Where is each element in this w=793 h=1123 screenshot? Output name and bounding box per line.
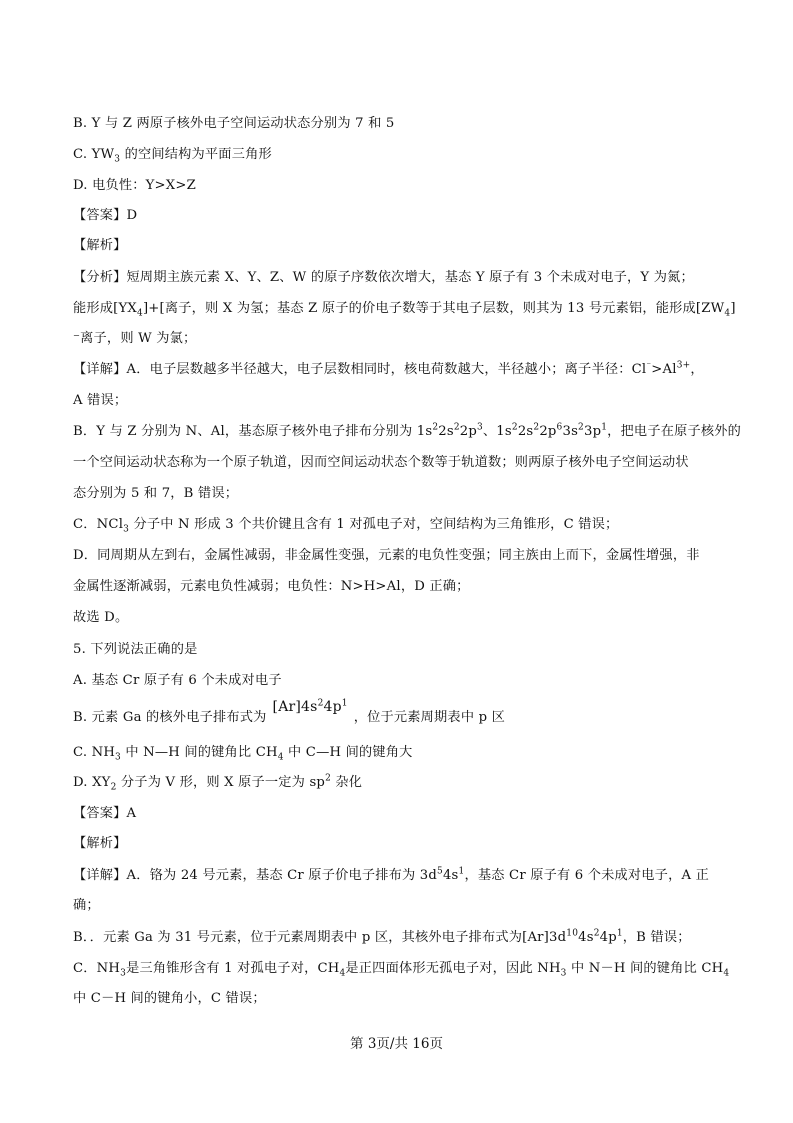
detail-b-line-2: 一个空间运动状态称为一个原子轨道，因而空间运动状态个数等于轨道数；则两原子核外电子空间运动状	[73, 455, 689, 470]
detail-d-line-1: D．同周期从左到右，金属性减弱，非金属性变强，元素的电负性变强；同主族由上而下，金属性增强，非	[73, 548, 700, 563]
q5-detail-a-line-1: 【详解】A．铬为 24 号元素，基态 Cr 原子价电子排布为 $3d^54s^1$，基态 Cr 原子有 6 个未成对电子，A 正	[73, 866, 709, 883]
detail-d-line-2: 金属性逐渐减弱，元素电负性减弱；电负性：N>H>Al，D 正确；	[73, 579, 470, 594]
q5-detail-b-line: B．．元素 Ga 为 31 号元素，位于元素周期表中 p 区，其核外电子排布式为$[Ar]3d^{10}4s^24p^1$，B 错误；	[73, 928, 691, 945]
q5-option-d: D. $XY_2$ 分子为 V 形，则 X 原子一定为 $sp^2$ 杂化	[73, 773, 363, 793]
q5-detail-a-line-2: 确；	[73, 898, 100, 913]
detail-c-line: C．NCl$_3$ 分子中 N 形成 3 个共价键且含有 1 对孤电子对，空间结构为三角锥形，C 错误；	[73, 517, 619, 535]
q5-option-a: A. 基态 Cr 原子有 6 个未成对电子	[73, 673, 282, 688]
q5-option-b: B. 元素 Ga 的核外电子排布式为$[Ar]4s^24p^1$，位于元素周期表中 p 区	[73, 698, 506, 725]
option-c-line: C. $YW_3$ 的空间结构为平面三角形	[73, 147, 272, 165]
option-d-line: D. 电负性：Y>X>Z	[73, 178, 196, 193]
detail-a-line: 【详解】A．电子层数越多半径越大，电子层数相同时，核电荷数越大，半径越小；离子半径：$Cl^{^-}>Al^{3+}$，	[73, 360, 704, 377]
detail-b-line-1: B．Y 与 Z 分别为 N、Al，基态原子核外电子排布分别为 $1s^22s^22p^3$、$1s^22s^22p^63s^23p^1$，把电子在原子核外的	[73, 422, 742, 439]
detail-b-line-3: 态分别为 5 和 7，B 错误；	[73, 486, 239, 501]
q5-detail-c-line-2: 中 C－H 间的键角小，C 错误；	[73, 991, 266, 1006]
analysis-line-3: ⁻离子，则 W 为氯；	[73, 331, 197, 346]
q5-detail-c-line-1: C．$NH_3$是三角锥形含有 1 对孤电子对，$CH_4$是正四面体形无孤电子对，因此 $NH_3$ 中 N－H 间的键角比 $CH_4$	[73, 961, 730, 979]
q5-answer-label: 【答案】A	[73, 806, 137, 821]
conclusion-line: 故选 D。	[73, 610, 129, 625]
analysis-line-1: 【分析】短周期主族元素 X、Y、Z、W 的原子序数依次增大，基态 Y 原子有 3 个未成对电子，Y 为氮；	[73, 270, 694, 285]
q5-option-c: C. $NH_3$ 中 N—H 间的键角比 $CH_4$ 中 C—H 间的键角大	[73, 745, 413, 763]
question-5-title: 5. 下列说法正确的是	[73, 642, 198, 657]
detail-a-line-2: A 错误；	[73, 393, 128, 408]
analysis-line-2: 能形成$[YX_4]+$[离子，则 X 为氢；基态 Z 原子的价电子数等于其电子层数，则其为 13 号元素铝，能形成$[ZW_4]$	[73, 301, 736, 319]
q5-analysis-label: 【解析】	[73, 836, 127, 851]
option-b-line: B. Y 与 Z 两原子核外电子空间运动状态分别为 7 和 5	[73, 116, 395, 131]
page-footer: 第 3页/共 16页	[350, 1036, 443, 1052]
analysis-label: 【解析】	[73, 238, 127, 253]
electron-config-formula: $[Ar]4s^24p^1$	[272, 698, 348, 715]
answer-label: 【答案】D	[73, 208, 138, 223]
